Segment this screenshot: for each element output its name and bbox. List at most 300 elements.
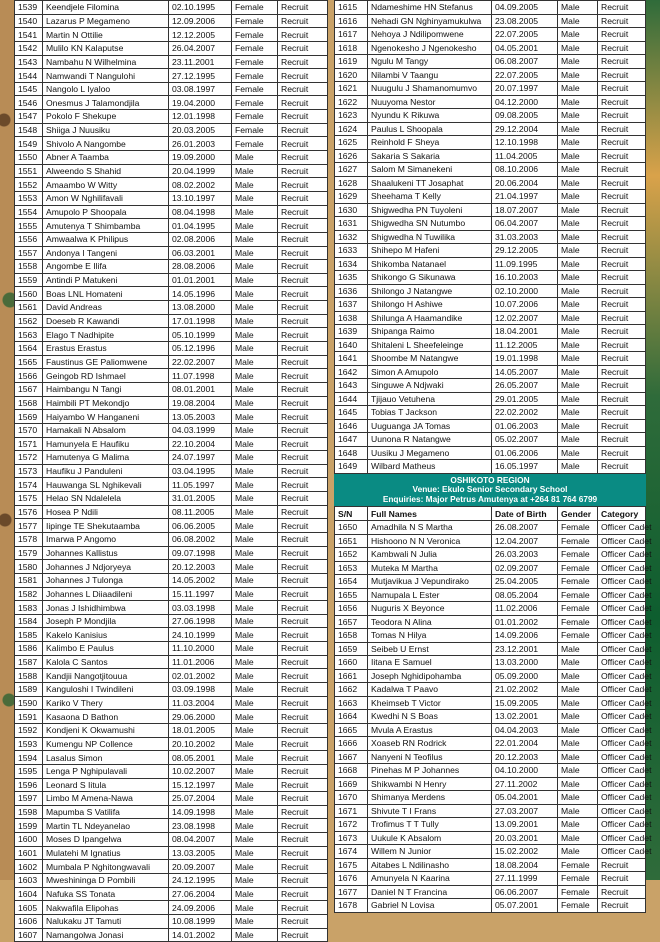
cell-sn: 1592 — [15, 723, 43, 737]
cell-gender: Male — [232, 410, 278, 424]
cell-category: Recruit — [598, 338, 646, 352]
table-row — [15, 642, 328, 656]
cell-sn: 1647 — [335, 433, 368, 447]
table-row — [335, 122, 646, 136]
cell-category: Recruit — [278, 546, 328, 560]
cell-full-name: Nehadi GN Nghinyamukulwa — [368, 14, 492, 28]
table-row — [15, 137, 328, 151]
cell-date-of-birth: 22.02.2007 — [169, 355, 232, 369]
cell-date-of-birth: 20.12.2003 — [492, 750, 558, 764]
cell-gender: Male — [558, 95, 598, 109]
cell-gender: Male — [558, 82, 598, 96]
table-row — [15, 151, 328, 165]
cell-full-name: Amunyela N Kaarina — [368, 872, 492, 886]
cell-full-name: Shikwambi N Henry — [368, 777, 492, 791]
cell-category: Officer Cadet — [598, 534, 646, 548]
cell-full-name: Johannes L Diiaadileni — [43, 587, 169, 601]
cell-full-name: Muteka M Martha — [368, 561, 492, 575]
cell-category: Recruit — [598, 1, 646, 15]
cell-full-name: Shikongo G Sikunawa — [368, 271, 492, 285]
cell-category: Recruit — [598, 446, 646, 460]
cell-date-of-birth: 04.04.2003 — [492, 723, 558, 737]
table-row — [15, 178, 328, 192]
cell-date-of-birth: 26.01.2003 — [169, 137, 232, 151]
cell-full-name: Lazarus P Megameno — [43, 14, 169, 28]
cell-full-name: Nambahu N Wilhelmina — [43, 55, 169, 69]
cell-date-of-birth: 05.02.2007 — [492, 433, 558, 447]
cell-full-name: Elago T Nadhipite — [43, 328, 169, 342]
cell-gender: Male — [232, 532, 278, 546]
cell-category: Recruit — [278, 614, 328, 628]
cell-category: Recruit — [278, 492, 328, 506]
cell-category: Recruit — [598, 176, 646, 190]
cell-gender: Male — [232, 874, 278, 888]
cell-gender: Male — [232, 246, 278, 260]
cell-category: Recruit — [598, 14, 646, 28]
cell-gender: Female — [232, 69, 278, 83]
cell-sn: 1649 — [335, 460, 368, 474]
cell-sn: 1575 — [15, 492, 43, 506]
cell-date-of-birth: 13.08.2000 — [169, 301, 232, 315]
cell-gender: Female — [558, 588, 598, 602]
cell-category: Recruit — [278, 1, 328, 15]
cell-sn: 1656 — [335, 602, 368, 616]
cell-full-name: Hamutenya G Malima — [43, 451, 169, 465]
cell-date-of-birth: 06.08.2007 — [492, 55, 558, 69]
cell-category: Officer Cadet — [598, 710, 646, 724]
cell-date-of-birth: 28.08.2006 — [169, 260, 232, 274]
cell-category: Officer Cadet — [598, 548, 646, 562]
cell-full-name: Nafuka SS Tonata — [43, 887, 169, 901]
cell-gender: Male — [232, 464, 278, 478]
cell-full-name: Gabriel N Lovisa — [368, 899, 492, 913]
table-row — [335, 845, 646, 859]
cell-full-name: Joseph P Mondjila — [43, 614, 169, 628]
cell-full-name: Limbo M Amena-Nawa — [43, 792, 169, 806]
cell-category: Recruit — [278, 164, 328, 178]
cell-full-name: Nilambi V Taangu — [368, 68, 492, 82]
cell-category: Recruit — [598, 230, 646, 244]
cell-category: Recruit — [278, 833, 328, 847]
cell-sn: 1678 — [335, 899, 368, 913]
cell-date-of-birth: 22.02.2002 — [492, 406, 558, 420]
cell-sn: 1581 — [15, 573, 43, 587]
table-row — [335, 406, 646, 420]
cell-gender: Male — [232, 710, 278, 724]
cell-date-of-birth: 16.05.1997 — [492, 460, 558, 474]
table-row — [15, 369, 328, 383]
table-row — [15, 887, 328, 901]
table-row — [335, 325, 646, 339]
cell-date-of-birth: 11.04.2005 — [492, 149, 558, 163]
cell-date-of-birth: 11.02.2006 — [492, 602, 558, 616]
cell-date-of-birth: 06.06.2007 — [492, 885, 558, 899]
cell-date-of-birth: 18.04.2001 — [492, 325, 558, 339]
cell-gender: Female — [232, 123, 278, 137]
cell-gender: Male — [232, 642, 278, 656]
cell-category: Officer Cadet — [598, 683, 646, 697]
cell-gender: Male — [232, 382, 278, 396]
cell-gender: Male — [232, 819, 278, 833]
cell-gender: Male — [232, 546, 278, 560]
cell-sn: 1580 — [15, 560, 43, 574]
cell-sn: 1558 — [15, 260, 43, 274]
cell-sn: 1642 — [335, 365, 368, 379]
cell-full-name: Kakelo Kanisius — [43, 628, 169, 642]
table-row — [335, 588, 646, 602]
cell-date-of-birth: 11.12.2005 — [492, 338, 558, 352]
table-row — [15, 164, 328, 178]
cell-date-of-birth: 03.04.1995 — [169, 464, 232, 478]
table-row — [335, 642, 646, 656]
table-row — [335, 804, 646, 818]
cell-sn: 1561 — [15, 301, 43, 315]
cell-full-name: Uuguanga JA Tomas — [368, 419, 492, 433]
cell-category: Recruit — [278, 792, 328, 806]
cell-sn: 1661 — [335, 669, 368, 683]
table-row — [15, 273, 328, 287]
cell-gender: Female — [558, 521, 598, 535]
cell-sn: 1589 — [15, 683, 43, 697]
cell-gender: Male — [558, 176, 598, 190]
table-row — [335, 737, 646, 751]
cell-sn: 1622 — [335, 95, 368, 109]
cell-date-of-birth: 08.11.2005 — [169, 505, 232, 519]
cell-sn: 1618 — [335, 41, 368, 55]
cell-sn: 1549 — [15, 137, 43, 151]
table-row — [335, 217, 646, 231]
cell-full-name: Kheimseb T Victor — [368, 696, 492, 710]
cell-category: Recruit — [598, 149, 646, 163]
cell-gender: Male — [232, 355, 278, 369]
cell-gender: Female — [232, 28, 278, 42]
cell-date-of-birth: 04.05.2001 — [492, 41, 558, 55]
header-full-names: Full Names — [368, 507, 492, 521]
cell-date-of-birth: 18.01.2005 — [169, 723, 232, 737]
cell-gender: Male — [558, 710, 598, 724]
table-row — [15, 737, 328, 751]
cell-full-name: Sheehama T Kelly — [368, 190, 492, 204]
table-row — [15, 914, 328, 928]
table-row — [15, 396, 328, 410]
cell-category: Recruit — [598, 68, 646, 82]
cell-sn: 1650 — [335, 521, 368, 535]
cell-full-name: Shivute T I Frans — [368, 804, 492, 818]
cell-full-name: Mutjavikua J Vepundirako — [368, 575, 492, 589]
cell-sn: 1563 — [15, 328, 43, 342]
cell-full-name: Angombe E Ilifa — [43, 260, 169, 274]
table-row — [15, 205, 328, 219]
cell-full-name: Mweshininga D Pombili — [43, 874, 169, 888]
cell-gender: Male — [558, 460, 598, 474]
cell-gender: Male — [558, 325, 598, 339]
cell-full-name: Paulus L Shoopala — [368, 122, 492, 136]
table-row — [15, 778, 328, 792]
table-row — [15, 860, 328, 874]
table-row — [15, 805, 328, 819]
cell-category: Recruit — [278, 710, 328, 724]
cell-sn: 1621 — [335, 82, 368, 96]
cell-category: Officer Cadet — [598, 764, 646, 778]
cell-date-of-birth: 02.01.2002 — [169, 669, 232, 683]
cell-category: Recruit — [278, 328, 328, 342]
table-row — [15, 41, 328, 55]
cell-date-of-birth: 11.09.1995 — [492, 257, 558, 271]
cell-gender: Male — [558, 750, 598, 764]
cell-date-of-birth: 09.08.2005 — [492, 109, 558, 123]
cell-gender: Male — [558, 338, 598, 352]
cell-gender: Female — [232, 14, 278, 28]
cell-full-name: Shigwedha PN Tuyoleni — [368, 203, 492, 217]
table-row — [335, 190, 646, 204]
cell-date-of-birth: 27.06.1998 — [169, 614, 232, 628]
cell-sn: 1548 — [15, 123, 43, 137]
cell-gender: Male — [232, 628, 278, 642]
cell-gender: Male — [232, 833, 278, 847]
table-row — [335, 230, 646, 244]
table-row — [335, 696, 646, 710]
cell-date-of-birth: 02.08.2006 — [169, 232, 232, 246]
cell-sn: 1654 — [335, 575, 368, 589]
cell-date-of-birth: 15.02.2002 — [492, 845, 558, 859]
cell-gender: Female — [558, 548, 598, 562]
cell-sn: 1644 — [335, 392, 368, 406]
cell-category: Recruit — [598, 136, 646, 150]
cell-sn: 1553 — [15, 191, 43, 205]
cell-gender: Male — [232, 614, 278, 628]
cell-category: Recruit — [278, 696, 328, 710]
cell-category: Recruit — [598, 365, 646, 379]
cell-date-of-birth: 08.05.2001 — [169, 751, 232, 765]
cell-category: Officer Cadet — [598, 588, 646, 602]
table-row — [15, 382, 328, 396]
cell-category: Officer Cadet — [598, 831, 646, 845]
table-row — [335, 548, 646, 562]
cell-sn: 1593 — [15, 737, 43, 751]
cell-sn: 1667 — [335, 750, 368, 764]
cell-date-of-birth: 23.08.2005 — [492, 14, 558, 28]
table-row — [335, 176, 646, 190]
cell-date-of-birth: 10.02.2007 — [169, 764, 232, 778]
cell-sn: 1564 — [15, 342, 43, 356]
cell-category: Recruit — [278, 628, 328, 642]
cell-date-of-birth: 02.09.2007 — [492, 561, 558, 575]
cell-full-name: Kadalwa T Paavo — [368, 683, 492, 697]
cell-sn: 1541 — [15, 28, 43, 42]
cell-sn: 1587 — [15, 655, 43, 669]
table-row — [15, 601, 328, 615]
table-row — [335, 41, 646, 55]
cell-date-of-birth: 06.03.2001 — [169, 246, 232, 260]
cell-category: Recruit — [598, 872, 646, 886]
table-row — [15, 423, 328, 437]
cell-sn: 1635 — [335, 271, 368, 285]
cell-category: Recruit — [278, 260, 328, 274]
cell-gender: Male — [232, 273, 278, 287]
table-row — [15, 723, 328, 737]
cell-category: Officer Cadet — [598, 804, 646, 818]
cell-sn: 1596 — [15, 778, 43, 792]
cell-category: Recruit — [598, 203, 646, 217]
cell-sn: 1604 — [15, 887, 43, 901]
cell-gender: Female — [558, 858, 598, 872]
cell-sn: 1670 — [335, 791, 368, 805]
cell-sn: 1539 — [15, 1, 43, 15]
table-row — [15, 792, 328, 806]
cell-sn: 1597 — [15, 792, 43, 806]
cell-date-of-birth: 12.02.2007 — [492, 311, 558, 325]
cell-sn: 1674 — [335, 845, 368, 859]
cell-date-of-birth: 15.12.1997 — [169, 778, 232, 792]
cell-sn: 1669 — [335, 777, 368, 791]
cell-date-of-birth: 05.07.2001 — [492, 899, 558, 913]
cell-full-name: Shipanga Raimo — [368, 325, 492, 339]
cell-category: Recruit — [278, 655, 328, 669]
cell-sn: 1620 — [335, 68, 368, 82]
table-row — [15, 287, 328, 301]
table-row — [15, 28, 328, 42]
cell-gender: Male — [232, 737, 278, 751]
cell-sn: 1568 — [15, 396, 43, 410]
cell-date-of-birth: 27.06.2004 — [169, 887, 232, 901]
cell-full-name: Alweendo S Shahid — [43, 164, 169, 178]
cell-date-of-birth: 22.01.2004 — [492, 737, 558, 751]
cell-full-name: Amon W Nghilifavali — [43, 191, 169, 205]
cell-date-of-birth: 19.09.2000 — [169, 151, 232, 165]
cell-category: Recruit — [278, 914, 328, 928]
table-row — [335, 629, 646, 643]
cell-sn: 1623 — [335, 109, 368, 123]
cell-category: Recruit — [278, 860, 328, 874]
cell-full-name: Shimanya Merdens — [368, 791, 492, 805]
table-row — [335, 899, 646, 913]
cell-full-name: Trofimus T T Tully — [368, 818, 492, 832]
cell-sn: 1646 — [335, 419, 368, 433]
table-row — [335, 818, 646, 832]
cell-category: Officer Cadet — [598, 750, 646, 764]
table-row — [335, 352, 646, 366]
table-row — [15, 819, 328, 833]
table-row — [15, 696, 328, 710]
cell-gender: Female — [232, 1, 278, 15]
cell-category: Recruit — [598, 244, 646, 258]
header-category: Category — [598, 507, 646, 521]
cell-category: Recruit — [598, 858, 646, 872]
cell-gender: Male — [232, 260, 278, 274]
cell-full-name: Salom M Simanekeni — [368, 163, 492, 177]
cell-category: Recruit — [278, 219, 328, 233]
cell-gender: Male — [558, 683, 598, 697]
cell-full-name: Mulatehi M Ignatius — [43, 846, 169, 860]
cell-full-name: Shigwedha N Tuwilika — [368, 230, 492, 244]
cell-sn: 1573 — [15, 464, 43, 478]
cell-gender: Male — [232, 164, 278, 178]
cell-category: Recruit — [278, 28, 328, 42]
cell-category: Recruit — [598, 311, 646, 325]
header-dob: Date of Birth — [492, 507, 558, 521]
table-row — [15, 437, 328, 451]
cell-category: Officer Cadet — [598, 737, 646, 751]
cell-full-name: Helao SN Ndalelela — [43, 492, 169, 506]
cell-full-name: Reinhold F Sheya — [368, 136, 492, 150]
cell-date-of-birth: 12.12.2005 — [169, 28, 232, 42]
cell-gender: Male — [232, 846, 278, 860]
cell-gender: Male — [558, 642, 598, 656]
cell-gender: Male — [558, 433, 598, 447]
cell-gender: Male — [232, 505, 278, 519]
cell-full-name: Uunona R Natangwe — [368, 433, 492, 447]
cell-gender: Male — [232, 560, 278, 574]
cell-sn: 1595 — [15, 764, 43, 778]
cell-date-of-birth: 12.04.2007 — [492, 534, 558, 548]
cell-gender: Male — [558, 818, 598, 832]
cell-category: Recruit — [598, 899, 646, 913]
cell-gender: Female — [558, 629, 598, 643]
table-row — [15, 342, 328, 356]
cell-date-of-birth: 13.10.1997 — [169, 191, 232, 205]
cell-full-name: Shivolo A Nangombe — [43, 137, 169, 151]
cell-sn: 1560 — [15, 287, 43, 301]
cell-gender: Male — [558, 406, 598, 420]
cell-date-of-birth: 01.06.2003 — [492, 419, 558, 433]
cell-date-of-birth: 01.01.2002 — [492, 615, 558, 629]
cell-category: Recruit — [598, 325, 646, 339]
cell-gender: Male — [232, 764, 278, 778]
cell-sn: 1645 — [335, 406, 368, 420]
cell-category: Recruit — [278, 342, 328, 356]
cell-full-name: Shoombe M Natangwe — [368, 352, 492, 366]
cell-gender: Male — [558, 28, 598, 42]
cell-date-of-birth: 13.03.2005 — [169, 846, 232, 860]
cell-full-name: Uukule K Absalom — [368, 831, 492, 845]
cell-sn: 1605 — [15, 901, 43, 915]
cell-date-of-birth: 31.03.2003 — [492, 230, 558, 244]
cell-full-name: Erastus Erastus — [43, 342, 169, 356]
cell-gender: Male — [232, 287, 278, 301]
cell-date-of-birth: 20.10.2002 — [169, 737, 232, 751]
cell-full-name: Ndameshime HN Stefanus — [368, 1, 492, 15]
table-row — [15, 532, 328, 546]
cell-gender: Male — [558, 136, 598, 150]
cell-sn: 1600 — [15, 833, 43, 847]
table-row — [15, 710, 328, 724]
cell-full-name: Nuugulu J Shamanomumvo — [368, 82, 492, 96]
cell-full-name: Shitaleni L Sheefeleinge — [368, 338, 492, 352]
cell-full-name: Imarwa P Angomo — [43, 532, 169, 546]
cell-sn: 1668 — [335, 764, 368, 778]
cell-category: Recruit — [598, 190, 646, 204]
cell-sn: 1657 — [335, 615, 368, 629]
cell-date-of-birth: 10.07.2006 — [492, 298, 558, 312]
cell-category: Recruit — [598, 433, 646, 447]
cell-date-of-birth: 01.01.2001 — [169, 273, 232, 287]
cell-sn: 1590 — [15, 696, 43, 710]
cell-full-name: Hamunyela E Haufiku — [43, 437, 169, 451]
right-table-bottom-body — [335, 521, 652, 913]
cell-full-name: Hauwanga SL Nghikevali — [43, 478, 169, 492]
cell-gender: Male — [558, 392, 598, 406]
table-row — [335, 534, 646, 548]
cell-sn: 1567 — [15, 382, 43, 396]
cell-gender: Male — [558, 284, 598, 298]
cell-date-of-birth: 15.09.2005 — [492, 696, 558, 710]
cell-gender: Male — [232, 655, 278, 669]
cell-full-name: Shiiga J Nuusiku — [43, 123, 169, 137]
cell-gender: Male — [232, 314, 278, 328]
cell-sn: 1660 — [335, 656, 368, 670]
cell-gender: Male — [232, 805, 278, 819]
cell-date-of-birth: 26.05.2007 — [492, 379, 558, 393]
